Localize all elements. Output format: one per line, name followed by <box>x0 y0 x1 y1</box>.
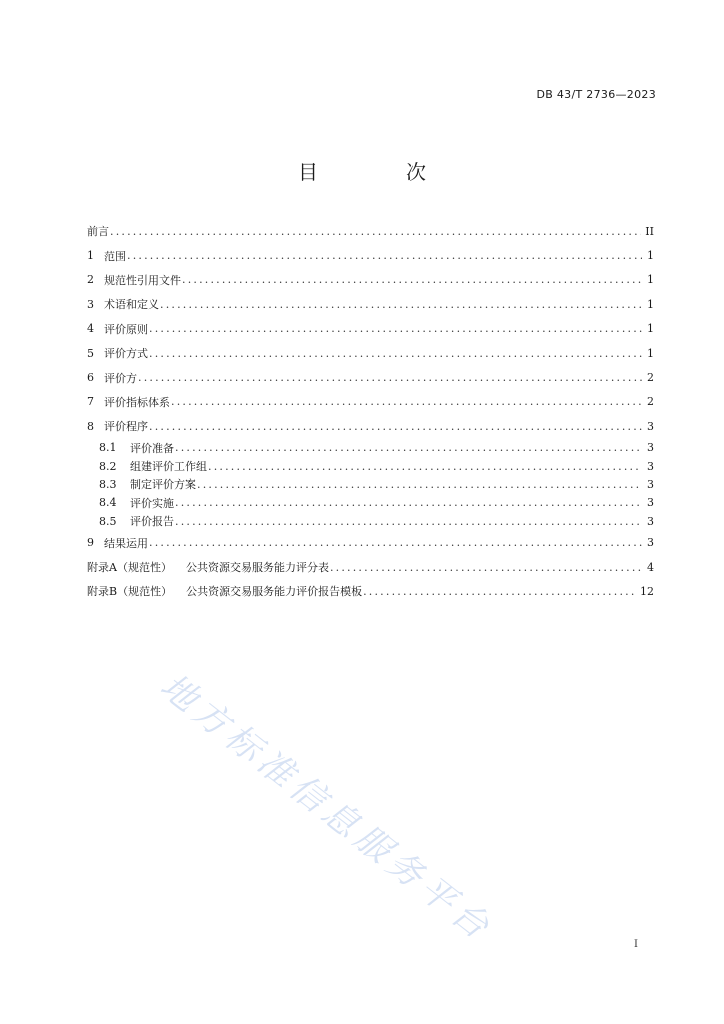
toc-label: 公共资源交易服务能力评价报告模板 <box>186 585 363 599</box>
toc-leader <box>197 478 642 491</box>
toc-page: 3 <box>647 441 654 455</box>
page-title: 目 次 <box>298 160 460 184</box>
toc-label: 评价准备 <box>130 441 174 455</box>
toc-number: 8.4 <box>99 496 117 510</box>
toc-label: 结果运用 <box>104 536 148 550</box>
toc-page: 2 <box>647 371 654 385</box>
toc-number: 8.3 <box>99 477 117 491</box>
toc-leader <box>149 347 642 360</box>
toc-label: 评价实施 <box>130 496 174 510</box>
page-number: I <box>634 939 638 950</box>
toc-entry-5[interactable] <box>87 341 654 365</box>
toc-entry-3[interactable] <box>87 292 654 316</box>
toc-page: 3 <box>647 477 654 491</box>
toc-label: 评价程序 <box>104 420 148 434</box>
toc-page: 3 <box>647 496 654 510</box>
toc-entry-8-3[interactable] <box>87 475 654 493</box>
toc-entry-8-1[interactable] <box>87 439 654 457</box>
watermark: 地方标准信息服务平台 <box>152 666 501 951</box>
toc-number: 8.2 <box>99 459 117 473</box>
toc-page: 4 <box>647 560 654 574</box>
toc-entry-8-5[interactable] <box>87 512 654 530</box>
toc-number: 8 <box>87 419 94 433</box>
toc-page: II <box>645 224 654 238</box>
toc-label: 评价指标体系 <box>104 395 170 409</box>
toc-label: 评价报告 <box>130 515 174 529</box>
toc-page: 3 <box>647 419 654 433</box>
toc-entry-1[interactable] <box>87 243 654 267</box>
toc-leader <box>149 322 642 335</box>
toc-leader <box>171 395 642 408</box>
toc-number: 5 <box>87 346 94 360</box>
toc-page: 3 <box>647 459 654 473</box>
toc-label: 组建评价工作组 <box>130 460 207 474</box>
toc-leader <box>330 561 642 574</box>
toc-label: 范围 <box>104 249 126 263</box>
toc-number: 7 <box>87 395 94 409</box>
toc-page: 1 <box>647 297 654 311</box>
toc-label: 评价方 <box>104 371 137 385</box>
toc-leader <box>149 536 642 549</box>
toc-leader <box>175 515 642 528</box>
standard-code: DB 43/T 2736—2023 <box>536 88 656 101</box>
toc-leader <box>363 585 636 598</box>
toc-page: 1 <box>647 249 654 263</box>
toc-leader <box>208 460 642 473</box>
toc-entry-2[interactable] <box>87 268 654 292</box>
toc-leader <box>160 298 642 311</box>
toc-leader <box>175 496 642 509</box>
toc-number: 3 <box>87 297 94 311</box>
toc-label: 制定评价方案 <box>130 478 196 492</box>
toc-entry-8[interactable] <box>87 414 654 438</box>
toc-number: 1 <box>87 249 94 263</box>
toc-page: 12 <box>640 584 654 598</box>
toc-page: 1 <box>647 273 654 287</box>
toc-entry-foreword[interactable] <box>87 219 654 243</box>
toc-label: 规范性引用文件 <box>104 273 181 287</box>
toc-label: 前言 <box>87 225 109 239</box>
toc-page: 1 <box>647 322 654 336</box>
toc-number: 附录A（规范性） <box>87 561 172 575</box>
toc-page: 1 <box>647 346 654 360</box>
toc-leader <box>138 371 642 384</box>
toc-page: 3 <box>647 536 654 550</box>
toc-label: 术语和定义 <box>104 298 159 312</box>
toc-label: 公共资源交易服务能力评分表 <box>185 561 329 575</box>
toc-entry-6[interactable] <box>87 365 654 389</box>
toc-entry-9[interactable] <box>87 530 654 554</box>
toc-entry-4[interactable] <box>87 317 654 341</box>
toc-number: 2 <box>87 273 94 287</box>
toc-entry-7[interactable] <box>87 390 654 414</box>
toc-page: 2 <box>647 395 654 409</box>
toc-number: 附录B（规范性） <box>87 585 173 599</box>
table-of-contents <box>87 219 654 604</box>
toc-label: 评价原则 <box>104 322 148 336</box>
toc-leader <box>110 225 641 238</box>
toc-number: 9 <box>87 536 94 550</box>
toc-number: 6 <box>87 371 94 385</box>
toc-number: 8.5 <box>99 514 117 528</box>
toc-leader <box>149 420 642 433</box>
toc-label: 评价方式 <box>104 347 148 361</box>
toc-entry-8-2[interactable] <box>87 457 654 475</box>
toc-number: 4 <box>87 322 94 336</box>
toc-number: 8.1 <box>99 441 117 455</box>
toc-leader <box>127 249 642 262</box>
toc-leader <box>175 441 642 454</box>
toc-leader <box>182 273 642 286</box>
toc-entry-8-4[interactable] <box>87 494 654 512</box>
toc-entry-appendix-a[interactable] <box>87 555 654 579</box>
toc-page: 3 <box>647 514 654 528</box>
toc-entry-appendix-b[interactable] <box>87 579 654 603</box>
